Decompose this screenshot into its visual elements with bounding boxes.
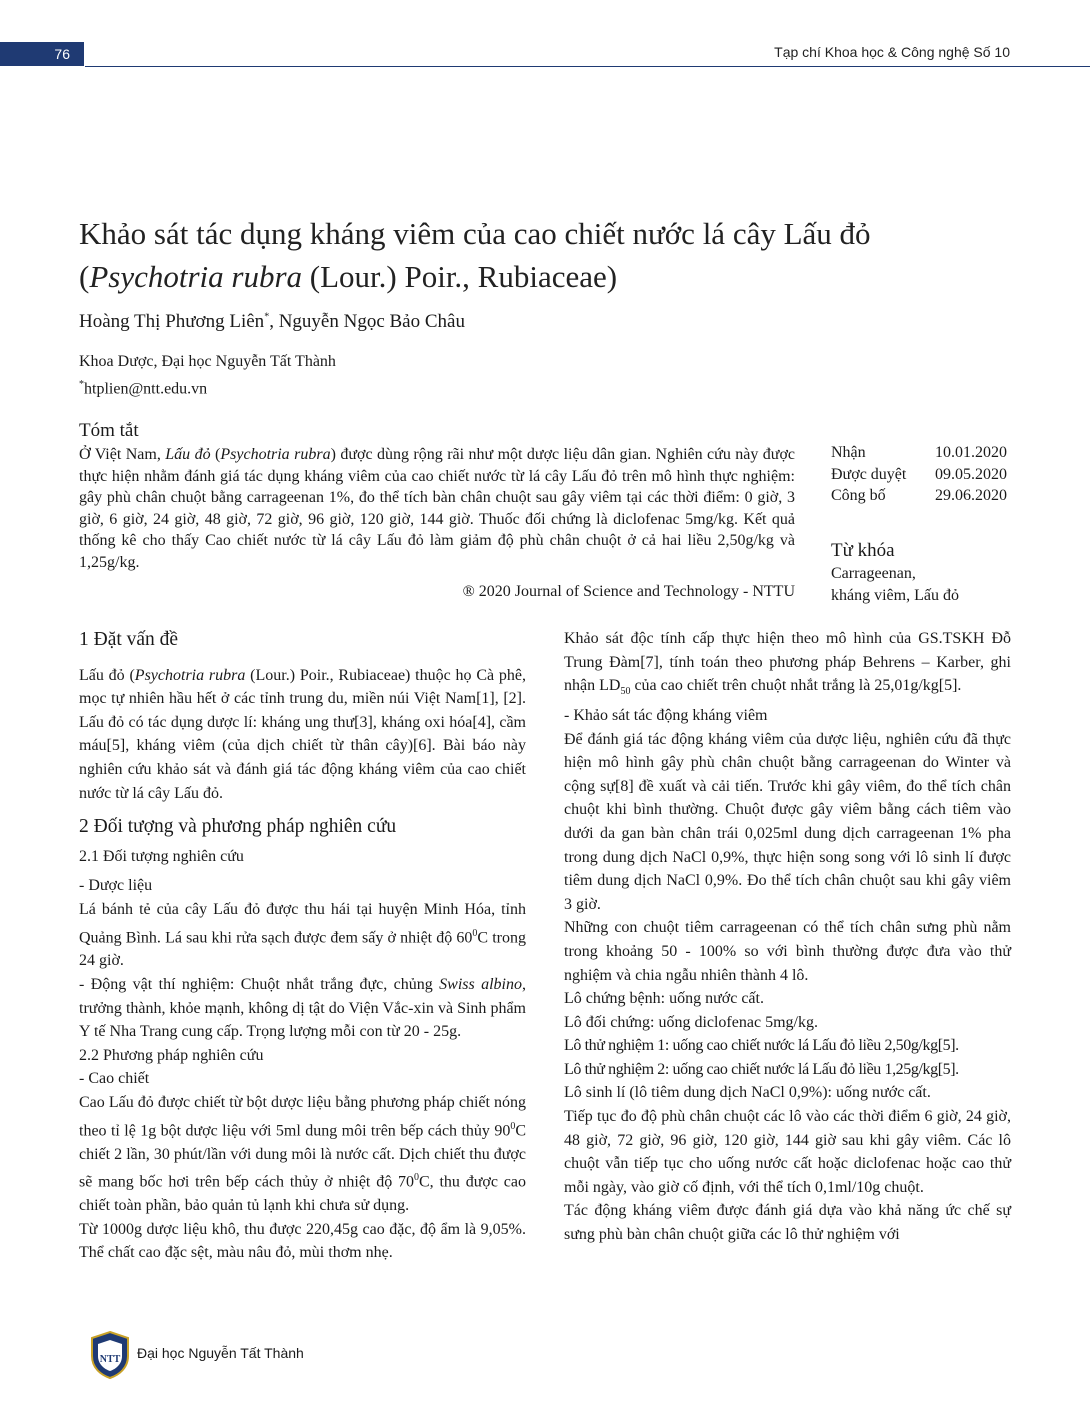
text: C, thu được cao chiết toàn phần, bảo quản tủ lạnh khi chưa sử dụng. [79,1173,526,1215]
yield-paragraph: Từ 1000g dược liệu khô, thu được 220,45g cao đặc, độ ẩm là 9,05%. Thể chất cao đặc sệt, màu nâu đỏ, mùi thơm nhẹ. [79,1220,526,1262]
ld-subscript: 50 [620,686,631,698]
toxicity-paragraph [564,627,1011,704]
abstract-italic: Psychotria rubra [220,446,331,463]
abstract-text [79,444,795,573]
group-physiological: Lô sinh lí (lô tiêm dung dịch NaCl 0,9%): uống nước cất. [564,1084,931,1102]
date-published [831,485,1007,507]
text: Lấu đỏ ( [79,666,135,684]
institution: Khoa Dược, Đại học Nguyễn Tất Thành [79,353,336,370]
authors [79,311,465,333]
section-1-paragraph [79,664,526,806]
date-label: Được duyệt [831,465,907,483]
corresponding-mark: * [264,311,270,323]
strain-italic: Swiss albino [439,976,522,994]
animal-paragraph [79,973,526,1044]
logo-text: NTT [99,1354,121,1365]
email-mark: * [79,379,84,390]
date-value: 10.01.2020 [935,444,1007,461]
abstract-part: Ở Việt Nam, [79,446,166,463]
abstract-italic: Lấu đỏ [165,446,211,463]
degree-sup: 0 [510,1120,516,1132]
text: , trưởng thành, khỏe mạnh, không dị tật do Viện Vắc-xin và Sinh phẩm Y tế Nha Trang cung cấp. Trọng lượng mỗi con từ 20 - 25g. [79,976,526,1041]
degree-sup: 0 [472,927,478,939]
article-title [79,212,1009,298]
keyword-line: Carrageenan, [831,565,916,582]
selection-paragraph: Những con chuột tiêm carrageenan có thể tích chân sưng phù nằm trong khoảng 50 - 100% so với bình thường được đưa vào thử nghiệm và chia ngẫu nhiên thành 4 lô. [564,919,1011,984]
evaluation-paragraph: Tác động kháng viêm được đánh giá dựa vào khả năng ức chế sự sưng phù bàn chân chuột giữa các lô thử nghiệm với [564,1202,1011,1244]
date-label: Công bố [831,487,886,504]
section-1-heading: 1 Đặt vấn đề [79,629,179,650]
date-value: 29.06.2020 [935,487,1007,504]
email-line [79,373,336,400]
text: - Động vật thí nghiệm: Chuột nhắt trắng đực, chủng [79,976,440,994]
footer-university: Đại học Nguyễn Tất Thành [137,1345,304,1361]
method-paragraph: Để đánh giá tác động kháng viêm của dược liệu, nghiên cứu đã thực hiện mô hình gây phù chân chuột bằng carrageenan do Winter và cộng sự[8] đề xuất và cải tiến. Trước khi gây viêm, đo thể tích chân chuột khi bình thường. Chuột được gây viêm bằng cách tiêm vào dưới da gan bàn chân trái 0,025ml dung dịch carrageenan 1% pha trong dung dịch NaCl 0,9%, thực hiện song song với lô sinh lí được tiêm dung dịch NaCl 0,9%. Đo thể tích chân chuột sau khi gây viêm 3 giờ. [564,730,1011,913]
section-2-1-heading: 2.1 Đối tượng nghiên cứu [79,847,244,865]
author-2: , Nguyễn Ngọc Bảo Châu [269,311,465,332]
copyright: ® 2020 Journal of Science and Technology - NTTU [462,583,795,600]
text: Khảo sát độc tính cấp thực hiện theo mô hình của GS.TSKH Đỗ Trung Đàm[7], tính toán theo phương pháp Behrens – Karber, ghi nhận LD [564,630,1011,695]
keyword-line: kháng viêm, Lấu đỏ [831,586,959,604]
author-1: Hoàng Thị Phương Liên [79,311,265,332]
affiliation [79,350,336,400]
title-line-2 [79,255,1009,298]
group-positive-control: Lô đối chứng: uống diclofenac 5mg/kg. [564,1013,818,1031]
header-rule [85,66,1090,67]
text: (Lour.) Poir., Rubiaceae) thuộc họ Cà phê, mọc tự nhiên hầu hết ở các tỉnh trung du, miền núi Việt Nam[1], [2]. Lấu đỏ có tác dụng dược lí: kháng ung thư[3], kháng oxi hóa[4], cầm máu[5], kháng viêm (của dịch chiết từ thân cây)[6]. Bài báo này nghiên cứu khảo sát và đánh giá tác động kháng viêm của cao chiết nước từ lá cây Lấu đỏ. [79,666,526,802]
anti-inflammatory-heading: - Khảo sát tác động kháng viêm [564,706,768,724]
abstract-heading: Tóm tắt [79,420,139,441]
group-test-1: Lô thử nghiệm 1: uống cao chiết nước lá Lấu đỏ liều 2,50g/kg[5]. [564,1037,959,1055]
follow-up-paragraph: Tiếp tục đo độ phù chân chuột các lô vào các thời điểm 6 giờ, 24 giờ, 48 giờ, 72 giờ, 96 giờ, 120 giờ, 144 giờ sau khi gây viêm. Các lô chuột vẫn tiếp tục cho uống nước cất hoặc diclofenac hoặc cao thử mỗi ngày, vào giờ cố định, với thể tích 0,1ml/10g chuột. [564,1108,1011,1196]
degree-sup: 0 [414,1172,419,1184]
section-2-2-heading: 2.2 Phương pháp nghiên cứu [79,1046,264,1064]
title-species: Psychotria rubra [89,259,303,294]
abstract-part: ) được dùng rộng rãi như một dược liệu dân gian. Nghiên cứu này được thực hiện nhằm đánh giá tác dụng kháng viêm của cao chiết nước từ lá cây Lấu đỏ trên mô hình thực nghiệm: gây phù chân chuột bằng carrageenan 1%, đo thể tích bàn chân chuột sau gây viêm tại các thời điểm: 0 giờ, 3 giờ, 6 giờ, 24 giờ, 48 giờ, 72 giờ, 96 giờ, 120 giờ, 144 giờ. Thuốc đối chứng là diclofenac 5mg/kg. Kết quả thống kê cho thấy Cao chiết nước từ lá cây Lấu đỏ làm giảm độ phù chân chuột ở cả hai liều 2,50g/kg và 1,25g/kg. [79,446,796,571]
date-received [831,442,1007,464]
text: Lá bánh tẻ của cây Lấu đỏ được thu hái tại huyện Minh Hóa, tỉnh Quảng Bình. Lá sau khi rửa sạch được đem sấy ở nhiệt độ 60 [79,900,526,946]
species-italic: Psychotria rubra [134,666,246,684]
title-line-1: Khảo sát tác dụng kháng viêm của cao chiết nước lá cây Lấu đỏ [79,216,871,251]
plant-material-paragraph [79,898,526,973]
email[interactable]: htplien@ntt.edu.vn [84,380,208,398]
date-label: Nhận [831,444,866,461]
title-rest: (Lour.) Poir., Rubiaceae) [302,259,618,294]
text: Cao Lấu đỏ được chiết từ bột dược liệu bằng phương pháp chiết nóng theo tỉ lệ 1g bột dược liệu với 5ml dung môi trên bếp cách thủy 90 [79,1094,526,1139]
date-accepted [831,464,1007,486]
group-disease-control: Lô chứng bệnh: uống nước cất. [564,990,764,1008]
left-column [79,628,526,1265]
date-value: 09.05.2020 [935,465,1007,483]
section-2-heading: 2 Đối tượng và phương pháp nghiên cứu [79,816,397,838]
title-paren: ( [79,259,90,294]
text: C trong 24 giờ. [79,928,526,970]
duoc-lieu-label: - Dược liệu [79,877,153,895]
text: của cao chiết trên chuột nhắt trắng là 25,01g/kg[5]. [630,677,962,695]
cao-chiet-label: - Cao chiết [79,1070,150,1088]
journal-name: Tạp chí Khoa học & Công nghệ Số 10 [774,44,1010,60]
extraction-paragraph [79,1091,526,1218]
abstract-part: ( [210,446,221,463]
university-logo-icon [88,1330,132,1380]
right-column [564,627,1011,1247]
page-number: 76 [0,42,84,66]
group-test-2: Lô thử nghiệm 2: uống cao chiết nước lá Lấu đỏ liều 1,25g/kg[5]. [564,1060,959,1078]
text: C chiết 2 lần, 30 phút/lần với dung môi là nước cất. Dịch chiết thu được sẽ mang bốc hơi trên bếp cách thủy ở nhiệt độ 70 [79,1121,526,1191]
keywords-heading: Từ khóa [831,540,895,561]
article-dates [831,442,1007,507]
keywords [831,563,1007,606]
